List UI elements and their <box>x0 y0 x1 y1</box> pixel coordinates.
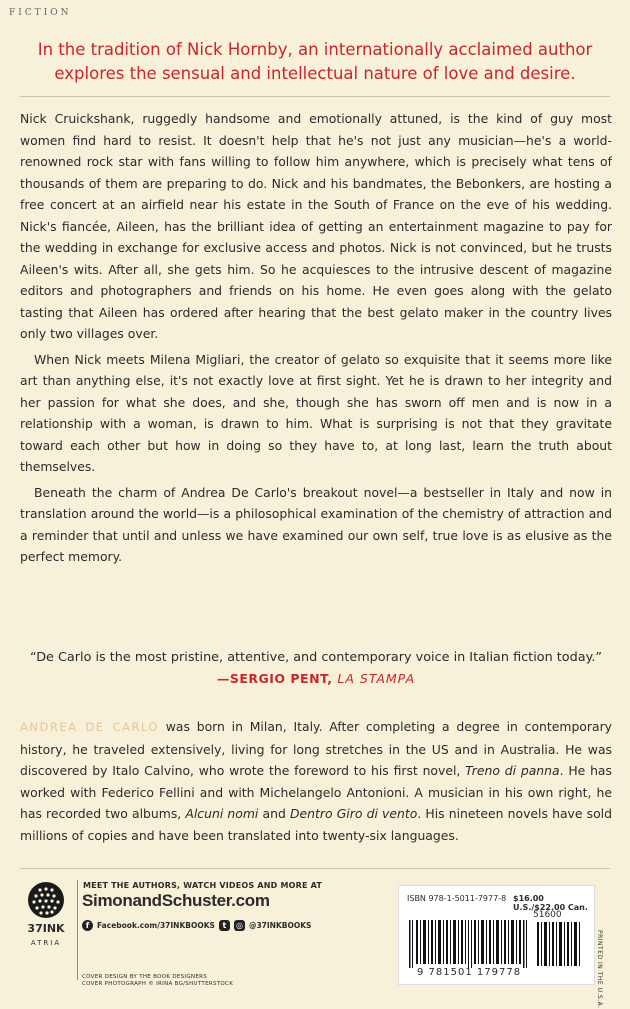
bio-text: was born in Milan, Italy. After completing a degree in contemporary history, he traveled extensively, living for long stretches in the US and in Australia. He was discovered by Italo Calvino, who wrote the foreword to his first novel, <box>20 719 612 778</box>
author-name: ANDREA DE CARLO <box>20 720 159 734</box>
printed-in: PRINTED IN THE U.S.A. <box>596 930 603 1009</box>
footer-divider <box>20 868 610 869</box>
cover-photo-credit: COVER PHOTOGRAPH © IRINA BG/SHUTTERSTOCK <box>82 981 234 987</box>
promo-text: MEET THE AUTHORS, WATCH VIDEOS AND MORE AT <box>83 881 323 890</box>
publisher-logo <box>20 880 72 947</box>
book-title: Treno di panna <box>465 763 560 778</box>
imprint-name: 37INK <box>27 922 65 935</box>
globe-icon <box>26 880 66 920</box>
social-links <box>82 920 311 931</box>
publisher-name: ATRIA <box>30 939 62 947</box>
price: $16.00 U.S./$22.00 Can. <box>513 894 588 912</box>
footer-separator <box>77 880 78 980</box>
bio-text: and <box>258 806 290 821</box>
description-paragraph: Nick Cruickshank, ruggedly handsome and emotionally attuned, is the kind of guy most women find hard to resist. It doesn't help that he's not just any musician—he's a world-renowned rock star with fans willing to follow him anywhere, which is precisely what tens of thousands of them are preparing to do. Nick and his bandmates, the Bebonkers, are hosting a free concert at an airfield near his estate in the South of France on the eve of his wedding. Nick's fiancée, Aileen, has the brilliant idea of getting an entertainment magazine to pay for the wedding in exchange for exclusive access and photos. Nick is not convinced, but he trusts Aileen's wits. After all, she gets him. So he acquiesces to the intrusive descent of magazine editors and photographers and friends on his home. He even goes along with the gelato tasting that Aileen has ordered after hearing that the best gelato maker in the country lives only two villages over. <box>20 111 612 341</box>
publisher-website[interactable]: SimonandSchuster.com <box>82 891 270 910</box>
quote-author: —SERGIO PENT, <box>216 671 333 686</box>
description-paragraph: When Nick meets Milena Migliari, the creator of gelato so exquisite that it seems more like art than anything else, it's not exactly love at first sight. Yet he is drawn to her integrity and her passion for what she does, and she, though she has sworn off men and is now in a relationship with a woman, is drawn to him. What is surprising is not that they gravitate toward each other but how in doing so they have to, at long last, learn the truth about themselves. <box>20 351 612 474</box>
price-code: 51600 <box>533 910 562 920</box>
tagline: In the tradition of Nick Hornby, an internationally acclaimed author explores the sensual and intellectual nature of love and desire. <box>37 40 593 83</box>
quote-attribution <box>20 668 612 689</box>
quote-publication: LA STAMPA <box>337 671 416 686</box>
description-paragraph: Beneath the charm of Andrea De Carlo's breakout novel—a bestseller in Italy and now in translation around the world—is a philosophical examination of the chemistry of attraction and a reminder that until and unless we have examined our own self, true love is as elusive as the perfect memory. <box>20 484 612 564</box>
credits <box>82 974 233 988</box>
facebook-icon: f <box>82 920 93 931</box>
instagram-icon: ◎ <box>234 920 245 931</box>
category-label: FICTION <box>9 8 72 18</box>
album-title: Alcuni nomi <box>185 806 259 821</box>
social-handle[interactable]: @37INKBOOKS <box>248 921 312 930</box>
album-title: Dentro Giro di vento <box>290 806 418 821</box>
isbn: ISBN 978-1-5011-7977-8 <box>407 894 507 903</box>
barcode-image <box>407 920 585 968</box>
quote-text: “De Carlo is the most pristine, attentive, and contemporary voice in Italian fiction today.” <box>29 650 603 665</box>
bio-text: . He has worked with Federico Fellini and with Michelangelo Antonioni. A musician in his own right, he has recorded two albums, <box>20 763 612 821</box>
book-description <box>20 108 612 572</box>
divider <box>20 96 610 97</box>
bio-text: . His nineteen novels have sold millions of copies and have been translated into twenty-six languages. <box>20 806 612 843</box>
barcode-number: 9 781501 179778 <box>417 967 522 978</box>
cover-design-credit: COVER DESIGN BY THE BOOK DESIGNERS <box>82 974 208 980</box>
twitter-icon: t <box>219 920 230 931</box>
barcode-panel <box>398 885 595 985</box>
facebook-link[interactable]: Facebook.com/37INKBOOKS <box>97 921 215 930</box>
review-quote <box>20 647 612 689</box>
author-bio <box>20 716 612 846</box>
